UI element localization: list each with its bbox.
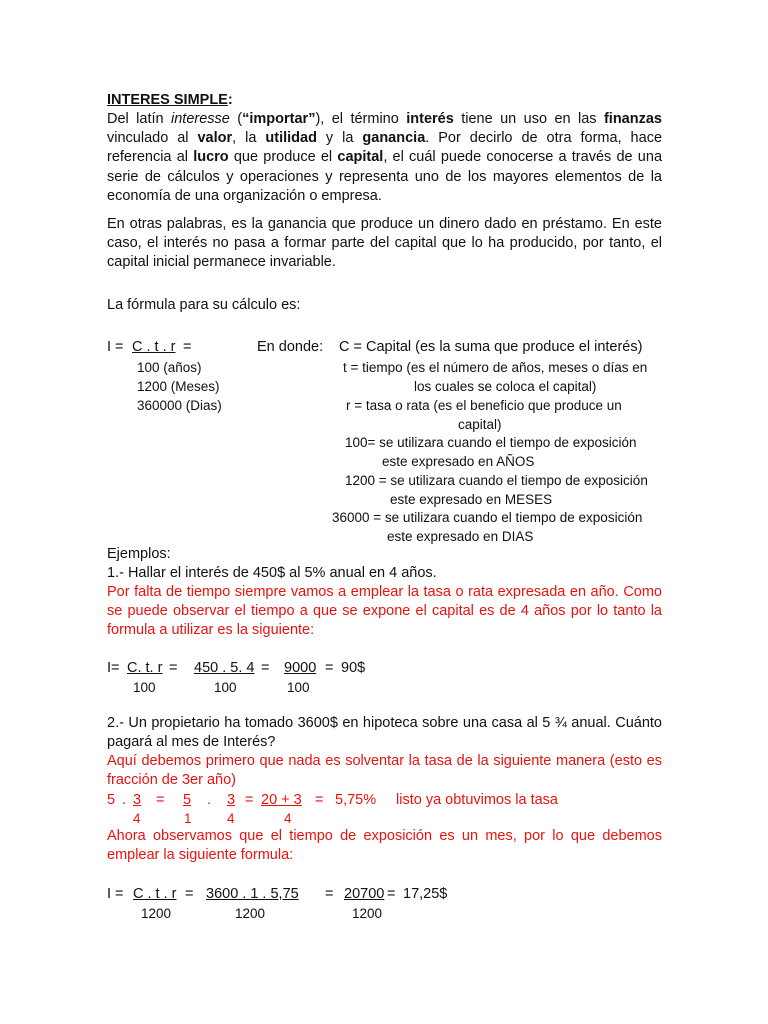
example1-numerator-2: 450 . 5. 4	[194, 660, 255, 676]
intro-term-interes: interés	[406, 111, 454, 127]
example2-rate-dot: .	[122, 792, 127, 808]
intro-text: , la	[232, 130, 266, 147]
example2-rate-numerator: 3	[133, 792, 142, 808]
formula-equals: =	[183, 339, 192, 355]
example2-rate-result: 5,75%	[335, 792, 377, 808]
formula-intro: La fórmula para su cálculo es:	[107, 297, 301, 313]
example2-rate-sum-numerator: 20 + 3	[261, 792, 302, 808]
example2-statement: 2.- Un propietario ha tomado 3600$ en hipoteca sobre una casa al 5 ¾ anual. Cuánto pagará al mes de Interés?	[107, 715, 662, 751]
document-title	[107, 91, 233, 110]
example2-rate-denominator-2: 1	[184, 811, 192, 826]
example1-denominator-1: 100	[133, 680, 156, 695]
example2-explanation-2: Ahora observamos que el tiempo de exposición es un mes, por lo que debemos emplear la siguiente formula:	[107, 828, 662, 864]
example2-result: 17,25$	[403, 886, 448, 902]
example1-equals-3: =	[325, 660, 334, 676]
intro-text: ), el término	[315, 111, 407, 127]
intro-text: (	[229, 111, 243, 127]
example2-rate-whole: 5	[107, 792, 116, 808]
intro-text: . Por decirlo de otra forma, hace referencia al	[107, 130, 663, 166]
formula-def-100-2: este expresado en AÑOS	[382, 454, 535, 469]
formula-en-donde: En donde:	[257, 339, 324, 355]
example2-numerator-1: C . t . r	[133, 886, 177, 902]
example2-rate-equals-2: =	[245, 792, 254, 808]
example1-statement: 1.- Hallar el interés de 450$ al 5% anual en 4 años.	[107, 565, 437, 581]
intro-term-interesse: interesse	[171, 111, 230, 127]
example2-lhs: I =	[107, 886, 124, 902]
intro-text: y la	[316, 130, 363, 147]
example1-numerator-1: C. t. r	[127, 660, 163, 676]
title-colon: :	[227, 92, 233, 108]
intro-text: que produce el	[228, 149, 338, 166]
intro-text: vinculado al	[107, 130, 198, 147]
formula-def-tiempo-1: t = tiempo (es el número de años, meses o días en	[343, 360, 648, 375]
example2-equals-2: =	[325, 886, 334, 902]
example1-lhs: I=	[107, 660, 120, 676]
intro-text: , el cuál puede conocerse a través de una serie de cálculos y operaciones y representa uno de los mayores elementos de la economía de una organización o empresa.	[107, 149, 663, 204]
example2-denominator-3: 1200	[352, 906, 383, 921]
formula-def-100-1: 100= se utilizara cuando el tiempo de exposición	[345, 435, 637, 450]
example1-equals-2: =	[261, 660, 270, 676]
example1-denominator-2: 100	[214, 680, 237, 695]
title-text: INTERES SIMPLE	[107, 92, 228, 108]
example2-rate-equals-3: =	[315, 792, 324, 808]
formula-def-1200-1: 1200 = se utilizara cuando el tiempo de exposición	[345, 473, 648, 488]
example1-equals-1: =	[169, 660, 178, 676]
example1-denominator-3: 100	[287, 680, 310, 695]
examples-heading: Ejemplos:	[107, 546, 171, 562]
intro-term-finanzas: finanzas	[603, 111, 662, 127]
intro-term-importar: “importar”	[242, 111, 316, 127]
example1-explanation: Por falta de tiempo siempre vamos a emplear la tasa o rata expresada en año. Como se puede observar el tiempo a que se expone el capital es de 4 años por lo tanto la formula a utilizar es la siguiente:	[107, 584, 662, 639]
formula-denominator-years: 100 (años)	[137, 360, 202, 375]
example1-numerator-3: 9000	[284, 660, 317, 676]
formula-def-tiempo-2: los cuales se coloca el capital)	[414, 379, 597, 394]
example2-equals-1: =	[185, 886, 194, 902]
formula-def-tasa-1: r = tasa o rata (es el beneficio que produce un	[346, 398, 622, 413]
formula-def-capital: C = Capital (es la suma que produce el interés)	[339, 339, 643, 355]
formula-def-1200-2: este expresado en MESES	[390, 492, 553, 507]
example2-rate-equals-1: =	[156, 792, 165, 808]
intro-text: Del latín	[107, 111, 172, 127]
example2-rate-denominator-4: 4	[284, 811, 292, 826]
intro-term-valor: valor	[197, 130, 233, 147]
intro-paragraph-2: En otras palabras, es la ganancia que produce un dinero dado en préstamo. En este caso, el interés no pasa a formar parte del capital que lo ha producido, por tanto, el capital inicial permanece invariable.	[107, 216, 662, 271]
example2-rate-note: listo ya obtuvimos la tasa	[396, 792, 558, 808]
formula-def-36000-2: este expresado en DIAS	[387, 529, 534, 544]
formula-denominator-months: 1200 (Meses)	[137, 379, 220, 394]
example2-denominator-2: 1200	[235, 906, 266, 921]
intro-term-capital: capital	[337, 149, 384, 166]
example2-rate-denominator-3: 4	[227, 811, 235, 826]
formula-numerator: C . t . r	[132, 339, 176, 355]
example2-denominator-1: 1200	[141, 906, 172, 921]
intro-paragraph-1	[107, 110, 662, 206]
example2-numerator-3: 20700	[344, 886, 385, 902]
formula-denominator-days: 360000 (Dias)	[137, 398, 222, 413]
example2-explanation: Aquí debemos primero que nada es solventar la tasa de la siguiente manera (esto es fracción de 3er año)	[107, 753, 662, 789]
formula-def-36000-1: 36000 = se utilizara cuando el tiempo de exposición	[332, 510, 643, 525]
example2-rate-dot-2: .	[207, 792, 212, 808]
intro-term-utilidad: utilidad	[265, 130, 317, 147]
intro-term-ganancia: ganancia	[362, 130, 426, 147]
formula-def-tasa-2: capital)	[458, 417, 502, 432]
example2-rate-denominator-1: 4	[133, 811, 141, 826]
example2-rate-fraction2-numerator: 3	[227, 792, 236, 808]
example2-numerator-2: 3600 . 1 . 5,75	[206, 886, 299, 902]
intro-text: tiene un uso en las	[453, 111, 604, 127]
formula-lhs: I =	[107, 339, 124, 355]
intro-term-lucro: lucro	[193, 149, 229, 166]
example2-rate-fraction1-numerator: 5	[183, 792, 192, 808]
example2-equals-3: =	[387, 886, 396, 902]
example1-result: 90$	[341, 660, 366, 676]
